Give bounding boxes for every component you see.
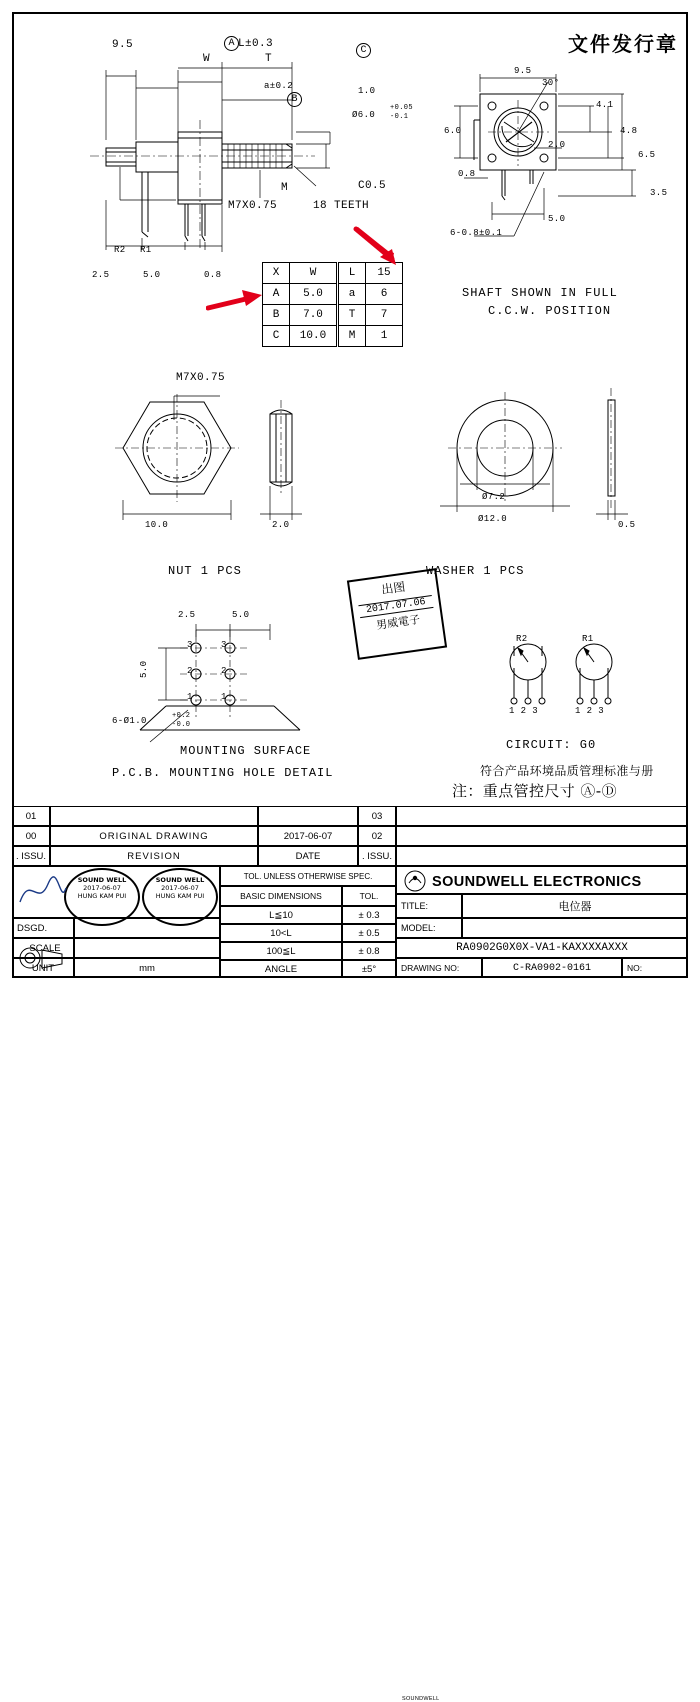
tol-row3-tol: ±5° bbox=[342, 960, 396, 978]
side-dim-2-0: 2.0 bbox=[548, 140, 566, 150]
pcb-hole-tol-up: +0.2 bbox=[172, 712, 191, 720]
circuit-pins-left: 1 2 3 bbox=[509, 706, 539, 716]
sign-stamp-right-l1: SOUND WELL bbox=[155, 876, 205, 884]
sign-stamp-left-l3: HUNG KAM PUI bbox=[77, 892, 127, 901]
issue-stamp-title: 文件发行章 bbox=[568, 32, 678, 56]
dim-R1: R1 bbox=[140, 245, 152, 255]
dim-1-0: 1.0 bbox=[358, 86, 376, 96]
washer-dim-inner: Ø7.2 bbox=[482, 492, 506, 502]
tol-col-label: TOL. bbox=[342, 886, 396, 906]
tol-row0-tol: ± 0.3 bbox=[342, 906, 396, 924]
table-xw-header-x: X bbox=[263, 263, 290, 284]
nut-view bbox=[110, 380, 320, 540]
pcb-hole-note: 6-Ø1.0 bbox=[112, 716, 147, 726]
table-xw-r0c1: 5.0 bbox=[290, 284, 337, 305]
bubble-B bbox=[287, 92, 302, 107]
tol-basic-label: BASIC DIMENSIONS bbox=[220, 886, 342, 906]
table-lat-r0c1: 15 bbox=[366, 263, 403, 284]
tol-row1-range: 10<L bbox=[220, 924, 342, 942]
washer-view bbox=[400, 380, 650, 540]
dim-2-5-main: 2.5 bbox=[92, 270, 110, 280]
nut-dim-across: 10.0 bbox=[145, 520, 169, 530]
model-value: RA0902G0X0X-VA1-KAXXXXAXXX bbox=[396, 938, 688, 958]
company-name: SOUNDWELL ELECTRONICS bbox=[432, 874, 642, 890]
sign-stamp-left-l2: 2017-06-07 bbox=[83, 884, 121, 893]
drawing-no-value: C-RA0902-0161 bbox=[482, 958, 622, 978]
side-view-caption-2: C.C.W. POSITION bbox=[488, 304, 612, 318]
title-label: TITLE: bbox=[396, 894, 462, 918]
rev-row0-desc2 bbox=[396, 806, 688, 826]
pcb-pin-1-left: 1 bbox=[187, 692, 193, 702]
side-dim-0-8: 0.8 bbox=[458, 169, 476, 179]
table-lat-r2c1: 7 bbox=[366, 305, 403, 326]
circuit-pins-right: 1 2 3 bbox=[575, 706, 605, 716]
sign-stamp-right bbox=[142, 868, 218, 926]
scale-value bbox=[74, 938, 220, 958]
drawing-no-label: DRAWING NO: bbox=[396, 958, 482, 978]
nut-dim-thick: 2.0 bbox=[272, 520, 290, 530]
sign-stamp-right-l2: 2017-06-07 bbox=[161, 884, 199, 893]
table-lat-r3c0: M bbox=[339, 326, 366, 347]
sign-stamp-left-l1: SOUND WELL bbox=[77, 876, 127, 884]
rev-row1-no2: 02 bbox=[358, 826, 396, 846]
side-dim-6-5: 6.5 bbox=[638, 150, 656, 160]
table-xw-header-w: W bbox=[290, 263, 337, 284]
circuit-note-2: 注：重点管控尺寸 Ⓐ-Ⓓ bbox=[452, 782, 617, 800]
pcb-pin-2-left: 2 bbox=[187, 666, 193, 676]
company-logo bbox=[404, 870, 426, 892]
pcb-pin-1-right: 1 bbox=[221, 692, 227, 702]
table-lat-r1c1: 6 bbox=[366, 284, 403, 305]
rev-header-issu2: . ISSU. bbox=[358, 846, 396, 866]
table-xw-r2c0: C bbox=[263, 326, 290, 347]
dim-a-tol: a±0.2 bbox=[264, 81, 294, 91]
dsgd-label: DSGD. bbox=[12, 918, 74, 938]
side-dim-5-0: 5.0 bbox=[548, 214, 566, 224]
washer-caption: WASHER 1 PCS bbox=[426, 564, 525, 578]
rev-row1-desc2 bbox=[396, 826, 688, 846]
pcb-dim-5-0-left: 5.0 bbox=[139, 660, 149, 678]
pcb-dim-2-5: 2.5 bbox=[178, 610, 196, 620]
bubble-B-label: B bbox=[291, 94, 298, 105]
pcb-pin-3-left: 3 bbox=[187, 640, 193, 650]
tol-header: TOL. UNLESS OTHERWISE SPEC. bbox=[220, 866, 396, 886]
dim-W: W bbox=[203, 53, 211, 65]
circuit-note-1: 符合产品环境品质管理标准与册 bbox=[480, 764, 654, 778]
dim-shaft-dia: Ø6.0 bbox=[352, 110, 376, 120]
side-dim-4-1: 4.1 bbox=[596, 100, 614, 110]
side-dim-6-0: 6.0 bbox=[444, 126, 462, 136]
sign-stamp-left bbox=[64, 868, 140, 926]
table-lat-r1c0: a bbox=[339, 284, 366, 305]
rev-row0-desc bbox=[50, 806, 258, 826]
tol-row2-range: 100≦L bbox=[220, 942, 342, 960]
title-value: 电位器 bbox=[462, 894, 688, 918]
circuit-label-r1: R1 bbox=[582, 634, 594, 644]
table-xw-r1c0: B bbox=[263, 305, 290, 326]
rev-row1-no: 00 bbox=[12, 826, 50, 846]
annotation-arrow-table-xw bbox=[206, 288, 264, 314]
dim-M: M bbox=[281, 182, 289, 194]
pcb-hole-tol-dn: -0.0 bbox=[172, 721, 191, 729]
scale-label: SCALE bbox=[12, 938, 74, 958]
side-dim-9-5: 9.5 bbox=[514, 66, 532, 76]
rev-row1-date: 2017-06-07 bbox=[258, 826, 358, 846]
table-lat bbox=[338, 262, 403, 347]
washer-dim-thick: 0.5 bbox=[618, 520, 636, 530]
side-dim-3-5: 3.5 bbox=[650, 188, 668, 198]
dim-9-5: 9.5 bbox=[112, 39, 134, 51]
model-blank bbox=[462, 918, 688, 938]
bubble-A bbox=[224, 36, 239, 51]
nut-thread-label: M7X0.75 bbox=[176, 372, 226, 384]
table-xw bbox=[262, 262, 337, 347]
rev-row0-no2: 03 bbox=[358, 806, 396, 826]
washer-dim-outer: Ø12.0 bbox=[478, 514, 508, 524]
circuit-caption: CIRCUIT: G0 bbox=[506, 738, 597, 752]
side-dim-holes: 6-0.8±0.1 bbox=[450, 228, 503, 238]
dim-shaft-tol-up: +0.05 bbox=[390, 104, 414, 112]
rev-header-date: DATE bbox=[258, 846, 358, 866]
pcb-detail-view bbox=[110, 610, 380, 760]
unit-value: mm bbox=[74, 958, 220, 978]
pcb-caption: P.C.B. MOUNTING HOLE DETAIL bbox=[112, 766, 334, 780]
issue-stamp-date: 2017.07.06 bbox=[358, 595, 433, 619]
unit-label: UNIT bbox=[12, 958, 74, 978]
sign-stamp-right-l3: HUNG KAM PUI bbox=[155, 892, 205, 901]
dim-5-0-main: 5.0 bbox=[143, 270, 161, 280]
dim-0-8-main: 0.8 bbox=[204, 270, 222, 280]
table-lat-r0c0: L bbox=[339, 263, 366, 284]
dim-R2: R2 bbox=[114, 245, 126, 255]
nut-caption: NUT 1 PCS bbox=[168, 564, 242, 578]
company-mark-label: SOUNDWELL bbox=[402, 1696, 440, 1702]
rev-row1-desc: ORIGINAL DRAWING bbox=[50, 826, 258, 846]
side-dim-30deg: 30° bbox=[542, 78, 560, 88]
dim-A-L: L±0.3 bbox=[238, 38, 274, 50]
tol-row2-tol: ± 0.8 bbox=[342, 942, 396, 960]
table-lat-r3c1: 1 bbox=[366, 326, 403, 347]
side-dim-4-8: 4.8 bbox=[620, 126, 638, 136]
dim-T: T bbox=[265, 53, 273, 65]
tol-row1-tol: ± 0.5 bbox=[342, 924, 396, 942]
annotation-arrow-table-lat bbox=[352, 225, 404, 265]
circuit-label-r2: R2 bbox=[516, 634, 528, 644]
no-label: NO: bbox=[622, 958, 688, 978]
dim-shaft-tol-dn: -0.1 bbox=[390, 113, 409, 121]
teeth-label: 18 TEETH bbox=[313, 200, 370, 212]
pcb-pin-2-right: 2 bbox=[221, 666, 227, 676]
bubble-C bbox=[356, 43, 371, 58]
approval-icon bbox=[16, 940, 72, 976]
bubble-A-label: A bbox=[228, 38, 235, 49]
rev-header-issu: . ISSU. bbox=[12, 846, 50, 866]
signature-mark bbox=[16, 868, 68, 916]
rev-row0-date bbox=[258, 806, 358, 826]
pcb-surface-label: MOUNTING SURFACE bbox=[180, 744, 312, 758]
thread-label-main: M7X0.75 bbox=[228, 200, 278, 212]
rev-header-revision: REVISION bbox=[50, 846, 258, 866]
side-view-caption-1: SHAFT SHOWN IN FULL bbox=[462, 286, 618, 300]
rev-row0-no: 01 bbox=[12, 806, 50, 826]
pcb-pin-3-right: 3 bbox=[221, 640, 227, 650]
pcb-dim-5-0-top: 5.0 bbox=[232, 610, 250, 620]
issue-stamp-line3: 男威電子 bbox=[375, 613, 421, 633]
table-xw-r2c1: 10.0 bbox=[290, 326, 337, 347]
table-xw-r1c1: 7.0 bbox=[290, 305, 337, 326]
title-block bbox=[12, 806, 688, 1702]
table-lat-r2c0: T bbox=[339, 305, 366, 326]
bubble-C-label: C bbox=[360, 45, 367, 56]
issue-stamp-line1: 出图 bbox=[380, 579, 407, 597]
dim-C05: C0.5 bbox=[358, 180, 387, 192]
tol-row0-range: L≦10 bbox=[220, 906, 342, 924]
tol-row3-range: ANGLE bbox=[220, 960, 342, 978]
model-label: MODEL: bbox=[396, 918, 462, 938]
rev-header-blank bbox=[396, 846, 688, 866]
table-xw-r0c0: A bbox=[263, 284, 290, 305]
